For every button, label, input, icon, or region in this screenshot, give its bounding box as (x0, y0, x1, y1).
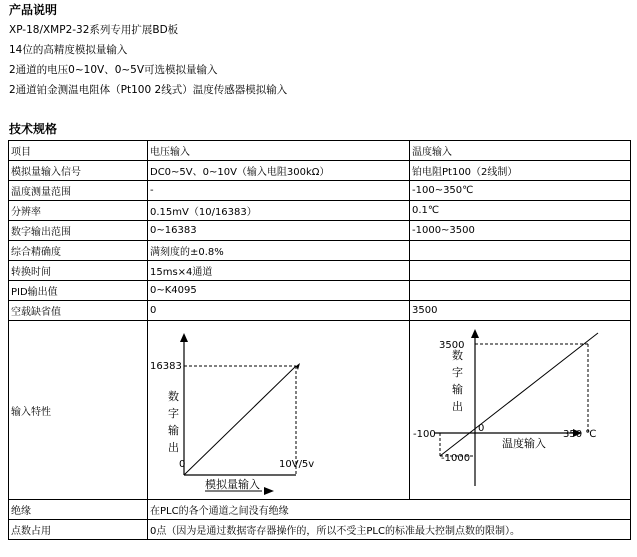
temperature-cell (410, 261, 631, 281)
voltage-cell: 0 (148, 301, 410, 321)
y-axis-label-char: 出 (452, 400, 463, 413)
table-row (9, 520, 631, 540)
y-axis-arrow (180, 333, 188, 342)
y-axis-label-char: 输 (452, 383, 463, 396)
table-row (9, 241, 631, 261)
table-row (9, 261, 631, 281)
spec-heading: 技术规格 (9, 122, 58, 136)
header-cell-item: 项目 (9, 141, 148, 161)
table-row (9, 500, 631, 520)
row-label: 输入特性 (9, 321, 148, 500)
product-line: 2通道的电压0~10V、0~5V可选模拟量输入 (9, 64, 218, 76)
row-label: 绝缘 (9, 500, 148, 520)
merged-cell: 0点（因为是通过数据寄存器操作的，所以不受主PLC的标准最大控制点数的限制）。 (148, 520, 631, 540)
voltage-cell: 0.15mV（10/16383） (148, 201, 410, 221)
table-row (9, 221, 631, 241)
row-label: 点数占用 (9, 520, 148, 540)
voltage-cell: 15ms×4通道 (148, 261, 410, 281)
y-max-label: 16383 (150, 361, 182, 372)
origin-label: 0 (478, 423, 485, 434)
y-axis-label-char: 数 (168, 390, 179, 403)
row-label: PID输出值 (9, 281, 148, 301)
row-label: 空载缺省值 (9, 301, 148, 321)
temperature-graph-cell (410, 321, 631, 500)
temperature-characteristic-graph (410, 321, 631, 496)
temperature-cell (410, 281, 631, 301)
row-label: 分辨率 (9, 201, 148, 221)
x-min-label: -100 (413, 429, 436, 440)
spec-table (8, 140, 631, 540)
temperature-cell: 铂电阻Pt100（2线制） (410, 161, 631, 181)
x-max-label: 350 ℃ (563, 429, 597, 440)
temperature-cell: 3500 (410, 301, 631, 321)
voltage-cell: 满刻度的±0.8% (148, 241, 410, 261)
header-cell-temperature: 温度输入 (410, 141, 631, 161)
temperature-cell: 0.1℃ (410, 201, 631, 221)
header-cell-voltage: 电压输入 (148, 141, 410, 161)
table-row (9, 201, 631, 221)
y-axis-label-char: 字 (452, 366, 463, 379)
temperature-cell: -1000~3500 (410, 221, 631, 241)
product-line: 2通道铂金测温电阻体（Pt100 2线式）温度传感器模拟输入 (9, 84, 288, 96)
merged-cell: 在PLC的各个通道之间没有绝缘 (148, 500, 631, 520)
row-label: 模拟量输入信号 (9, 161, 148, 181)
y-max-label: 3500 (439, 340, 465, 351)
product-line: XP-18/XMP2-32系列专用扩展BD板 (9, 24, 179, 36)
table-header-row (9, 141, 631, 161)
voltage-characteristic-graph (148, 321, 410, 496)
table-row (9, 301, 631, 321)
temperature-cell: -100~350℃ (410, 181, 631, 201)
voltage-cell: 0~K4095 (148, 281, 410, 301)
y-axis-label-char: 输 (168, 424, 179, 437)
max-point-marker (296, 363, 300, 370)
x-axis-label: 温度输入 (502, 437, 546, 450)
origin-label: 0 (179, 459, 186, 470)
row-label: 温度测量范围 (9, 181, 148, 201)
table-row (9, 161, 631, 181)
product-line: 14位的高精度模拟量输入 (9, 44, 128, 56)
voltage-cell: DC0~5V、0~10V（输入电阻300kΩ） (148, 161, 410, 181)
voltage-graph-cell (148, 321, 410, 500)
y-axis-label-char: 数 (452, 349, 463, 362)
y-axis-label-char: 字 (168, 407, 179, 420)
row-label: 转换时间 (9, 261, 148, 281)
y-axis-arrow (471, 329, 479, 338)
x-axis-label-arrow (264, 487, 274, 495)
voltage-cell: - (148, 181, 410, 201)
graph-row (9, 321, 631, 500)
table-row (9, 181, 631, 201)
row-label: 综合精确度 (9, 241, 148, 261)
row-label: 数字输出范围 (9, 221, 148, 241)
table-row (9, 281, 631, 301)
temperature-cell (410, 241, 631, 261)
y-axis-label-char: 出 (168, 441, 179, 454)
x-axis-label: 模拟量输入 (205, 478, 260, 491)
product-heading: 产品说明 (9, 3, 58, 17)
voltage-cell: 0~16383 (148, 221, 410, 241)
y-min-label: -1000 (441, 453, 471, 464)
x-max-label: 10V/5v (279, 459, 315, 470)
